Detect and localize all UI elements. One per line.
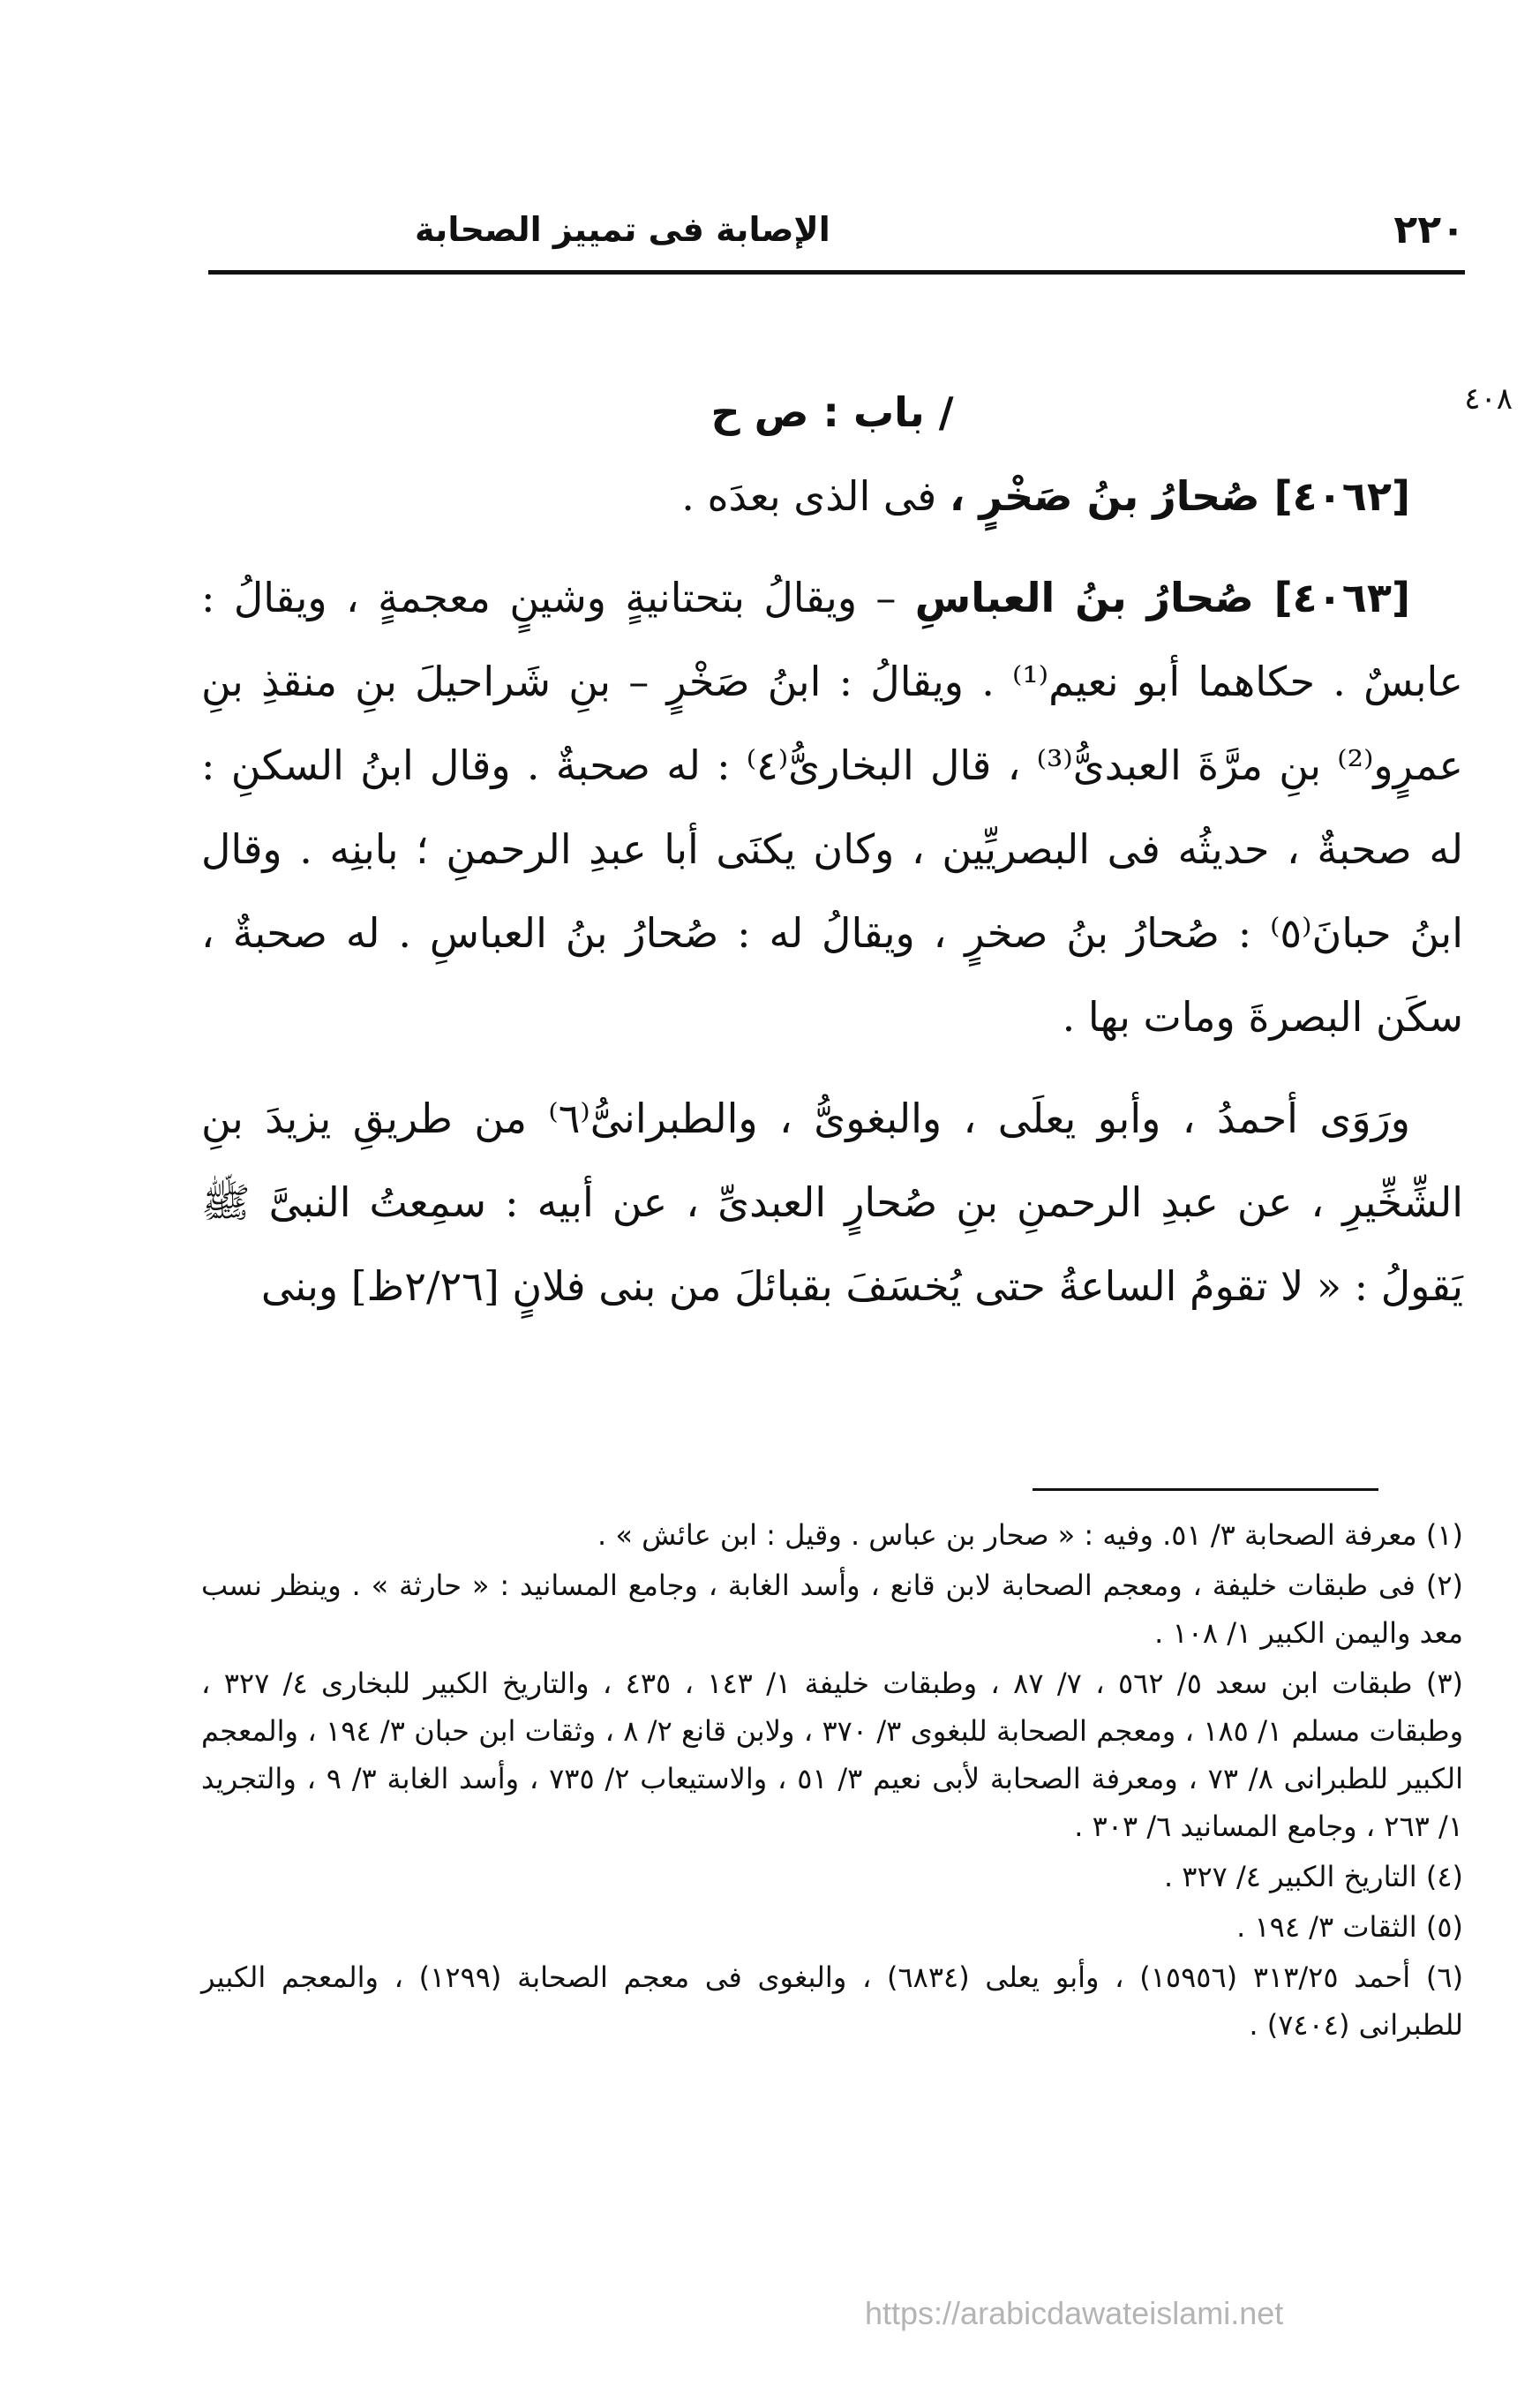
page-number: ٢٢٠ [1393,207,1465,252]
footnotes [201,1511,1463,2051]
entry-4063-body: – ويقالُ بتحتانيةٍ وشينٍ معجمةٍ ، ويقالُ : عابسٌ . حكاهما أبو نعيم⁽¹⁾ . ويقالُ : ابنُ صَخْرٍ – بنِ شَراحيلَ بنِ منقذِ بنِ عمرٍو⁽²⁾ بنِ مرَّةَ العبدىُّ⁽³⁾ ، قال البخارىُّ⁽٤⁾ : له صحبةٌ . وقال ابنُ السكنِ : له صحبةٌ ، حديثُه فى البصريِّين ، وكان يكنَى أبا عبدِ الرحمنِ ؛ بابنِه . وقال ابنُ حبانَ⁽٥⁾ : صُحارُ بنُ صخرٍ ، ويقالُ له : صُحارُ بنُ العباسِ . له صحبةٌ ، سكَن البصرةَ ومات بها . [201,574,1463,1041]
entry-4062-head: [٤٠٦٢] صُحارُ بنُ صَخْرٍ ، [949,472,1410,520]
footnote-2: (٢) فى طبقات خليفة ، ومعجم الصحابة لابن قانع ، وأسد الغابة ، وجامع المسانيد : « حارثة » . وينظر نسب معد واليمن الكبير ١/ ١٠٨ . [201,1569,1463,1650]
footnote-rule [1033,1488,1378,1491]
entry-4063-head: [٤٠٦٣] صُحارُ بنُ العباسِ [914,574,1410,621]
footnote-4: (٤) التاريخ الكبير ٤/ ٣٢٧ . [1163,1860,1463,1893]
entry-4063 [201,556,1463,1059]
section-heading: / باب : ص ح [710,388,954,436]
riwaya-paragraph: ورَوَى أحمدُ ، وأبو يعلَى ، والبغوىُّ ، والطبرانىُّ⁽٦⁾ من طريقِ يزيدَ بنِ الشِّخِّيرِ ، عن عبدِ الرحمنِ بنِ صُحارٍ العبدىِّ ، عن أبيه : سمِعتُ النبىَّ ﷺ يَقولُ : « لا تقومُ الساعةُ حتى يُخسَفَ بقبائلَ من بنى فلانٍ [٢/٢٦ظ] وبنى [201,1095,1463,1310]
footnote-1: (١) معرفة الصحابة ٣/ ٥١. وفيه : « صحار بن عباس . وقيل : ابن عائش » . [597,1518,1463,1552]
main-text [201,371,1463,1328]
spacer [201,538,1463,556]
footnote-5: (٥) الثقات ٣/ ١٩٤ . [1236,1910,1463,1944]
footnote-3: (٣) طبقات ابن سعد ٥/ ٥٦٢ ، ٧/ ٨٧ ، وطبقات خليفة ١/ ١٤٣ ، ٤٣٥ ، والتاريخ الكبير للبخارى ٤/ ٣٢٧ ، وطبقات مسلم ١/ ١٨٥ ، ومعجم الصحابة للبغوى ٣/ ٣٧٠ ، ولابن قانع ٢/ ٨ ، وثقات ابن حبان ٣/ ١٩٤ ، والمعجم الكبير للطبرانى ٨/ ٧٣ ، ومعرفة الصحابة لأبى نعيم ٣/ ٥١ ، والاستيعاب ٢/ ٧٣٥ ، وأسد الغابة ٣/ ٩ ، والتجريد ١/ ٢٦٣ ، وجامع المسانيد ٦/ ٣٠٣ . [201,1667,1464,1843]
running-title: الإصابة فى تمييز الصحابة [415,210,830,249]
entry-4062-body: فى الذى بعدَه . [681,472,937,520]
page-header [203,199,1465,260]
spacer [201,1059,1463,1077]
header-rule [208,270,1465,275]
margin-page-reference: ٤٠٨ [1464,381,1513,417]
watermark-url: https://arabicdawateislami.net [865,2295,1284,2331]
footnote-6: (٦) أحمد ٣١٣/٢٥ (١٥٩٥٦) ، وأبو يعلى (٦٨٣٤) ، والبغوى فى معجم الصحابة (١٢٩٩) ، والمعجم الكبير للطبرانى (٧٤٠٤) . [201,1960,1464,2042]
entry-4062 [201,455,1463,538]
